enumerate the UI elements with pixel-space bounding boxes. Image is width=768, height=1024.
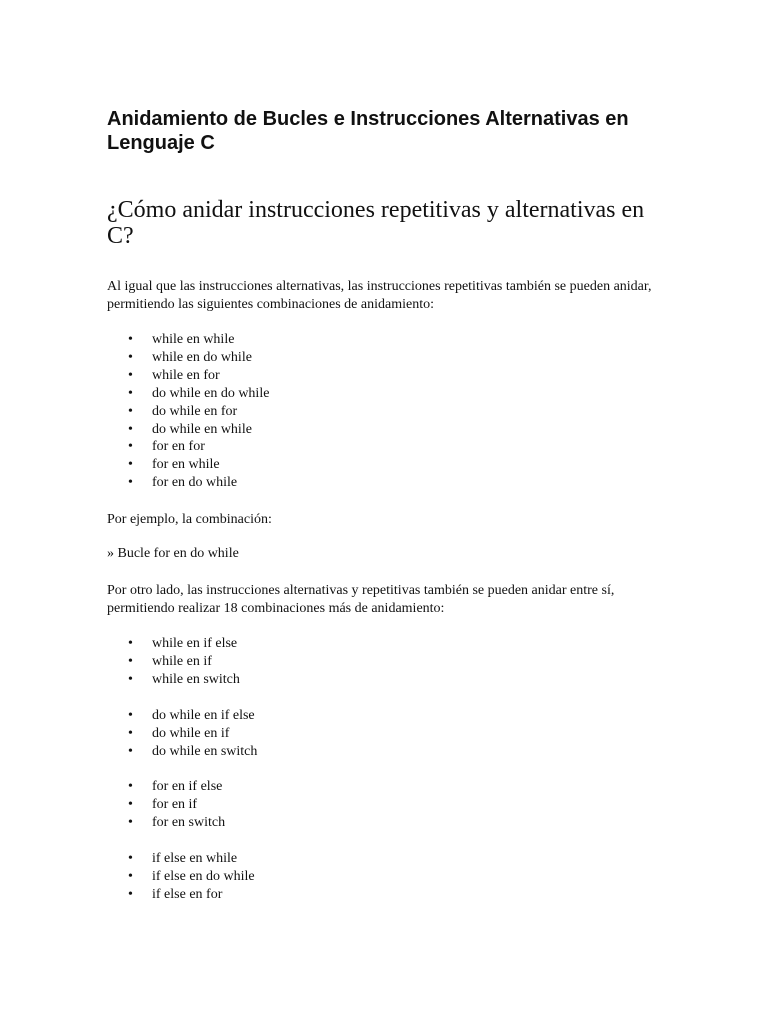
list-item: • while en if <box>107 653 667 671</box>
list-item: • for en for <box>107 438 667 456</box>
list-item: • while en do while <box>107 349 667 367</box>
list-item: • do while en do while <box>107 385 667 403</box>
list-item: • do while en switch <box>107 743 667 761</box>
list-item: • for en if else <box>107 778 667 796</box>
list-item: • for en do while <box>107 474 667 492</box>
list-item: • while en for <box>107 367 667 385</box>
list-item: • do while en if <box>107 725 667 743</box>
list-item: • do while en if else <box>107 707 667 725</box>
list-item: • if else en while <box>107 850 667 868</box>
loop-nesting-list <box>107 331 667 492</box>
list-item: • for en switch <box>107 814 667 832</box>
list-item: • if else en do while <box>107 868 667 886</box>
list-item: • while en if else <box>107 635 667 653</box>
list-item: • do while en while <box>107 421 667 439</box>
example-link: » Bucle for en do while <box>107 546 239 561</box>
mixed-list-while <box>107 635 667 689</box>
list-item: • if else en for <box>107 886 667 904</box>
intro-paragraph: Al igual que las instrucciones alternativas, las instrucciones repetitivas también se pueden anidar, permitiendo las siguientes combinaciones de anidamiento: <box>107 279 652 312</box>
document-title: Anidamiento de Bucles e Instrucciones Alternativas en Lenguaje C <box>107 108 629 154</box>
list-item: • for en while <box>107 456 667 474</box>
mixed-list-for <box>107 778 667 832</box>
mixed-list-do-while <box>107 707 667 761</box>
list-item: • do while en for <box>107 403 667 421</box>
example-label: Por ejemplo, la combinación: <box>107 512 272 527</box>
list-item: • while en while <box>107 331 667 349</box>
mixed-list-if-else <box>107 850 667 904</box>
list-item: • while en switch <box>107 671 667 689</box>
list-item: • for en if <box>107 796 667 814</box>
section-heading: ¿Cómo anidar instrucciones repetitivas y alternativas en C? <box>107 197 645 249</box>
mixed-intro-paragraph: Por otro lado, las instrucciones alternativas y repetitivas también se pueden anidar entre sí, permitiendo realizar 18 combinaciones más de anidamiento: <box>107 583 615 616</box>
